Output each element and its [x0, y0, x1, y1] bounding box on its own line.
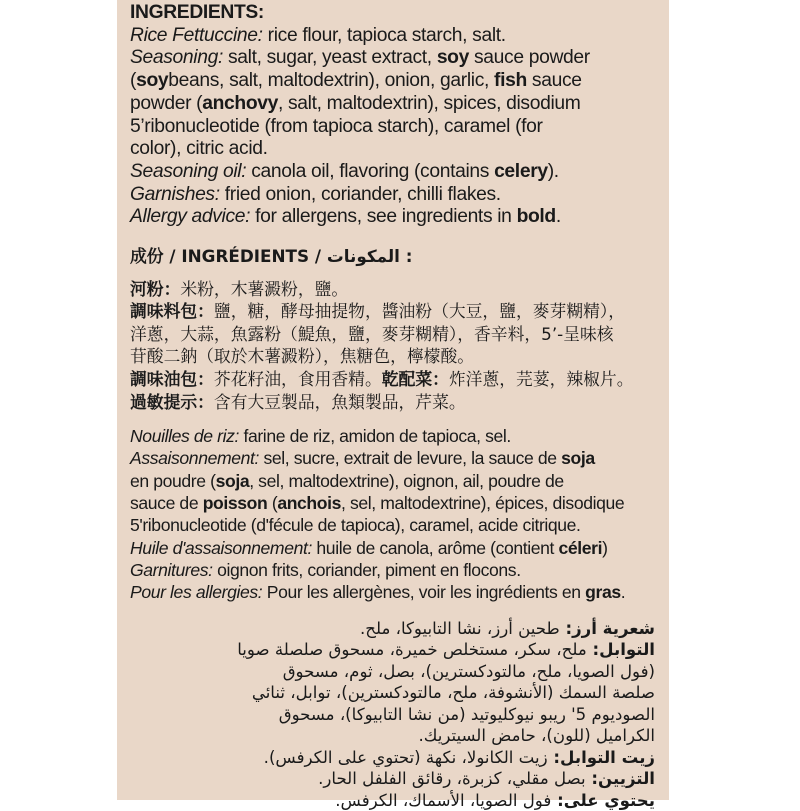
text-line [127, 661, 655, 683]
bold-text: 調味油包： [130, 369, 214, 389]
bold-text: anchovy [202, 92, 278, 114]
bold-text: 乾配菜： [381, 369, 449, 389]
chinese-section [130, 245, 669, 413]
text-run: 洋蔥，大蒜，魚露粉（鯷魚，鹽，麥芽糊精），香辛料，5’-呈味核 [130, 323, 614, 344]
text-line [130, 161, 669, 184]
text-run: فول الصويا، الأسماك، الكرفس. [335, 790, 552, 810]
text-line [130, 116, 669, 139]
english-section [130, 2, 669, 229]
bold-text: 調味料包： [130, 301, 214, 322]
bold-text: céleri [558, 537, 603, 558]
text-run: oignon frits, coriander, piment en flocons. [212, 559, 521, 580]
text-line [130, 323, 669, 346]
bold-text: زيت التوابل: [547, 747, 655, 767]
bold-text: 過敏提示： [130, 391, 214, 412]
bold-text: شعرية أرز: [559, 618, 655, 638]
italic-label: Seasoning: [130, 47, 223, 69]
text-run: ( [130, 70, 137, 92]
italic-label: Garnitures: [130, 559, 213, 580]
chinese-lines [130, 278, 669, 414]
text-run: ( [267, 493, 278, 514]
italic-label: Seasoning oil: [130, 160, 247, 182]
text-run: fried onion, coriander, chilli flakes. [219, 183, 501, 205]
text-line [130, 368, 669, 391]
text-run: بصل مقلي، كزبرة، رقائق الفلفل الحار. [318, 769, 586, 789]
english-lines [130, 25, 669, 229]
italic-label: Assaisonnement: [130, 448, 259, 469]
text-run: , sel, maltodextrine), épices, disodique [341, 493, 625, 514]
text-run: color), citric acid. [130, 138, 268, 160]
bold-text: التزيين: [585, 769, 655, 789]
text-run: en poudre ( [130, 470, 216, 491]
bold-text: يحتوي على: [551, 790, 655, 810]
text-run: طحين أرز، نشا التابيوكا، ملح. [359, 618, 560, 638]
text-run: Pour les allergènes, voir les ingrédients en [262, 582, 586, 603]
bold-text: gras [585, 582, 621, 603]
text-run: الصوديوم 5' ريبو نيوكليوتيد (من نشا التابيوكا)، مسحوق [278, 704, 655, 724]
text-line [130, 47, 669, 70]
bold-text: التوابل: [586, 640, 655, 660]
text-run: . [555, 206, 561, 228]
text-line [127, 618, 655, 640]
french-section [130, 425, 669, 603]
text-run: . [620, 582, 626, 603]
english-heading: INGREDIENTS: [130, 2, 264, 23]
french-lines [130, 425, 669, 603]
text-run: 含有大豆製品，魚類製品，芹菜。 [213, 391, 466, 412]
bold-text: soja [215, 470, 250, 491]
italic-label: Allergy advice: [130, 206, 251, 228]
text-line [130, 93, 669, 116]
text-run: ). [547, 160, 559, 182]
bold-text: poisson [202, 493, 268, 514]
text-line [130, 425, 669, 447]
text-line [130, 537, 669, 559]
bold-text: soy [436, 47, 469, 69]
italic-label: Pour les allergies: [130, 582, 263, 603]
text-run: farine de riz, amidon de tapioca, sel. [238, 426, 511, 447]
text-line [130, 447, 669, 469]
text-line [130, 25, 669, 48]
italic-label: Nouilles de riz: [130, 426, 239, 447]
text-line [130, 184, 669, 207]
text-run: huile de canola, arôme (contient [311, 537, 559, 558]
text-run: 米粉，木薯澱粉，鹽。 [180, 278, 349, 299]
italic-label: Huile d'assaisonnement: [130, 537, 312, 558]
text-line [130, 206, 669, 229]
text-line [127, 682, 655, 704]
text-run: 5'ribonucleotide (d'fécule de tapioca), caramel, acide citrique. [130, 515, 581, 536]
text-line [127, 747, 655, 769]
text-run: 芥花籽油，食用香精。 [213, 369, 382, 389]
text-line [130, 470, 669, 492]
text-run: canola oil, flavoring (contains [246, 160, 495, 182]
text-run: , salt, maltodextrin), spices, disodium [278, 92, 581, 114]
text-line [127, 725, 655, 747]
text-run: powder ( [130, 92, 203, 114]
bold-text: fish [494, 70, 527, 92]
text-run: for allergens, see ingredients in [250, 206, 517, 228]
italic-label: Rice Fettuccine: [130, 24, 263, 46]
text-run: sel, sucre, extrait de levure, la sauce de [258, 448, 562, 469]
bold-text: bold [516, 206, 556, 228]
text-run: rice flour, tapioca starch, salt. [262, 24, 506, 46]
bold-text: soy [136, 70, 169, 92]
text-line [130, 278, 669, 301]
text-run: ) [602, 537, 608, 558]
bold-text: anchois [277, 493, 341, 514]
text-run: صلصة السمك (الأنشوفة، ملح، مالتودكسترين)، توابل، ثنائي [251, 683, 655, 703]
text-line [130, 492, 669, 514]
text-run: (فول الصويا، ملح، مالتودكسترين)، بصل، ثوم، مسحوق [282, 661, 655, 681]
bold-text: 河粉： [130, 278, 181, 299]
text-line [130, 300, 669, 323]
text-run: 5’ribonucleotide (from tapioca starch), caramel (for [130, 115, 543, 137]
text-run: ملح، سكر، مستخلص خميرة، مسحوق صلصلة صويا [237, 640, 587, 660]
text-run: 鹽，糖，酵母抽提物，醬油粉（大豆，鹽，麥芽糊精）， [213, 301, 626, 322]
text-run: sauce de [130, 493, 203, 514]
text-run: beans, salt, maltodextrin), onion, garlic, [168, 70, 495, 92]
text-line [130, 581, 669, 603]
multilingual-heading: 成份 / INGRÉDIENTS / المكونات : [130, 246, 413, 267]
text-run: salt, sugar, yeast extract, [222, 47, 437, 69]
text-run: 苷酸二鈉（取於木薯澱粉），焦糖色，檸檬酸。 [130, 346, 475, 367]
text-run: 炸洋蔥，芫荽，辣椒片。 [448, 369, 634, 389]
text-line [130, 70, 669, 93]
arabic-section [117, 618, 669, 811]
text-run: , sel, maltodextrine), oignon, ail, poudre de [249, 470, 564, 491]
text-line [130, 559, 669, 581]
bold-text: celery [494, 160, 548, 182]
text-run: الكراميل (للون)، حامض السيتريك. [418, 726, 655, 746]
text-line [127, 790, 655, 811]
text-line [130, 391, 669, 414]
italic-label: Garnishes: [130, 183, 220, 205]
text-run: sauce [526, 70, 582, 92]
arabic-lines [127, 618, 655, 811]
ingredients-label-panel [117, 0, 669, 810]
text-line [127, 704, 655, 726]
text-line [130, 138, 669, 161]
text-run: زيت الكانولا، نكهة (تحتوي على الكرفس). [263, 747, 548, 767]
bold-text: soja [561, 448, 595, 469]
text-run: sauce powder [469, 47, 590, 69]
text-line [127, 639, 655, 661]
text-line [130, 345, 669, 368]
text-line [127, 768, 655, 790]
text-line [130, 514, 669, 536]
